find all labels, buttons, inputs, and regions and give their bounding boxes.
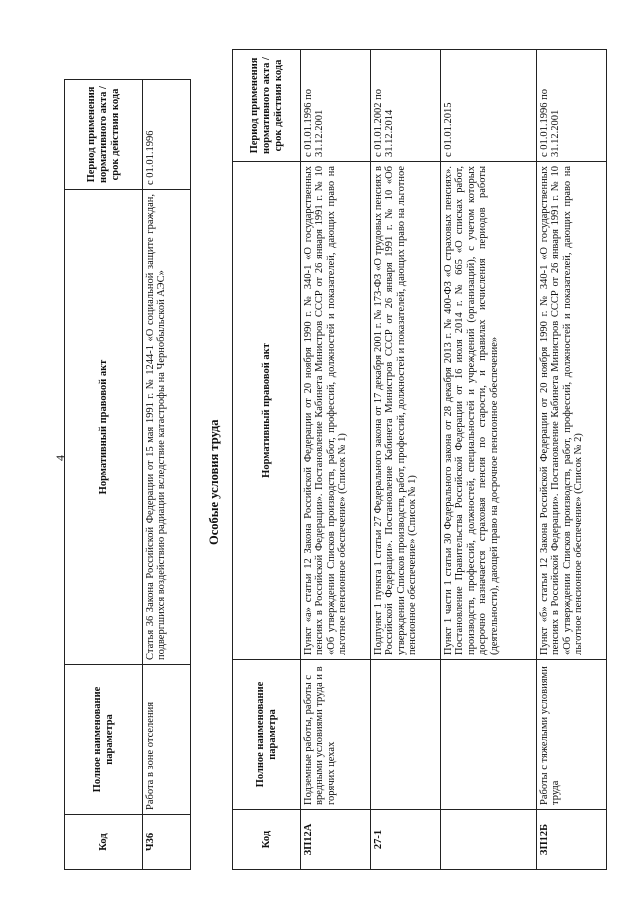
header-name: Полное наименование параметра (65, 665, 143, 815)
row-name (441, 660, 537, 810)
row-code: ЗП12Б (537, 810, 607, 870)
row-act: Пункт «б» статьи 12 Закона Российской Федерации от 20 ноября 1990 г. № 340-1 «О государственных пенсиях в Российской Федерации». Постановление Кабинета Министров СССР от 26 января 1991 г. № 10 «Об утверждении Списков производств, работ, профессий, должностей и показателей, дающих право на льготное пенсионное обеспечение» (Список № 2) (537, 162, 607, 660)
table-row (371, 50, 441, 870)
header-code: Код (65, 815, 143, 870)
radiation-zone-table (64, 79, 191, 870)
row-period: с 01.01.2015 (441, 50, 537, 162)
table-row (301, 50, 371, 870)
header-name: Полное наименование параметра (233, 660, 301, 810)
row-act: Подпункт 1 пункта 1 статьи 27 Федерального закона от 17 декабря 2001 г. № 173-ФЗ «О трудовых пенсиях в Российской Федерации». Постановление Кабинета Министров СССР от 26 января 1991 г. № 10 «Об утверждении Списков производств, работ, профессий, должностей и показателей, дающих право на льготное пенсионное обеспечение» (Список № 1) (371, 162, 441, 660)
row-name: Работа в зоне отселения (143, 665, 191, 815)
special-conditions-table (232, 49, 607, 870)
row-code: ЗП12А (301, 810, 371, 870)
table-row (143, 80, 191, 870)
table-header-row (65, 80, 143, 870)
row-code: 27-1 (371, 810, 441, 870)
section-title: Особые условия труда (207, 419, 221, 545)
table-header-row (233, 50, 301, 870)
row-period: с 01.01.1996 по 31.12.2001 (301, 50, 371, 162)
row-period: с 01.01.2002 по 31.12.2014 (371, 50, 441, 162)
header-code: Код (233, 810, 301, 870)
page-number: 4 (53, 455, 67, 461)
header-act: Нормативный правовой акт (233, 162, 301, 660)
header-act: Нормативный правовой акт (65, 190, 143, 665)
row-code: Ч36 (143, 815, 191, 870)
row-act: Пункт «а» статьи 12 Закона Российской Федерации от 20 ноября 1990 г. № 340-1 «О государственных пенсиях в Российской Федерации». Постановление Кабинета Министров СССР от 26 января 1991 г. № 10 «Об утверждении Списков производств, работ, профессий, должностей и показателей, дающих право на льготное пенсионное обеспечение» (Список № 1) (301, 162, 371, 660)
row-name: Работы с тяжелыми условиями труда (537, 660, 607, 810)
header-period: Период применения нормативного акта / срок действия кода (233, 50, 301, 162)
row-name (371, 660, 441, 810)
row-period: с 01.01.1996 по 31.12.2001 (537, 50, 607, 162)
header-period: Период применения нормативного акта / срок действия кода (65, 80, 143, 190)
row-period: с 01.01.1996 (143, 80, 191, 190)
row-act: Статья 36 Закона Российской Федерации от 15 мая 1991 г. № 1244-1 «О социальной защите граждан, подвергшихся воздействию радиации вследствие катастрофы на Чернобыльской АЭС» (143, 190, 191, 665)
table-row (441, 50, 537, 870)
row-name: Подземные работы, работы с вредными условиями труда и в горячих цехах (301, 660, 371, 810)
table-row (537, 50, 607, 870)
row-code (441, 810, 537, 870)
row-act: Пункт 1 части 1 статьи 30 Федерального закона от 28 декабря 2013 г. № 400-ФЗ «О страховых пенсиях». Постановление Правительства Российской Федерации от 16 июля 2014 г. № 665 «О списках работ, производств, профессий, должностей, специальностей и учреждений (организаций), с учетом которых досрочно назначается страховая пенсия по старости, и правилах исчисления периодов работы (деятельности), дающей право на досрочное пенсионное обеспечение» (441, 162, 537, 660)
